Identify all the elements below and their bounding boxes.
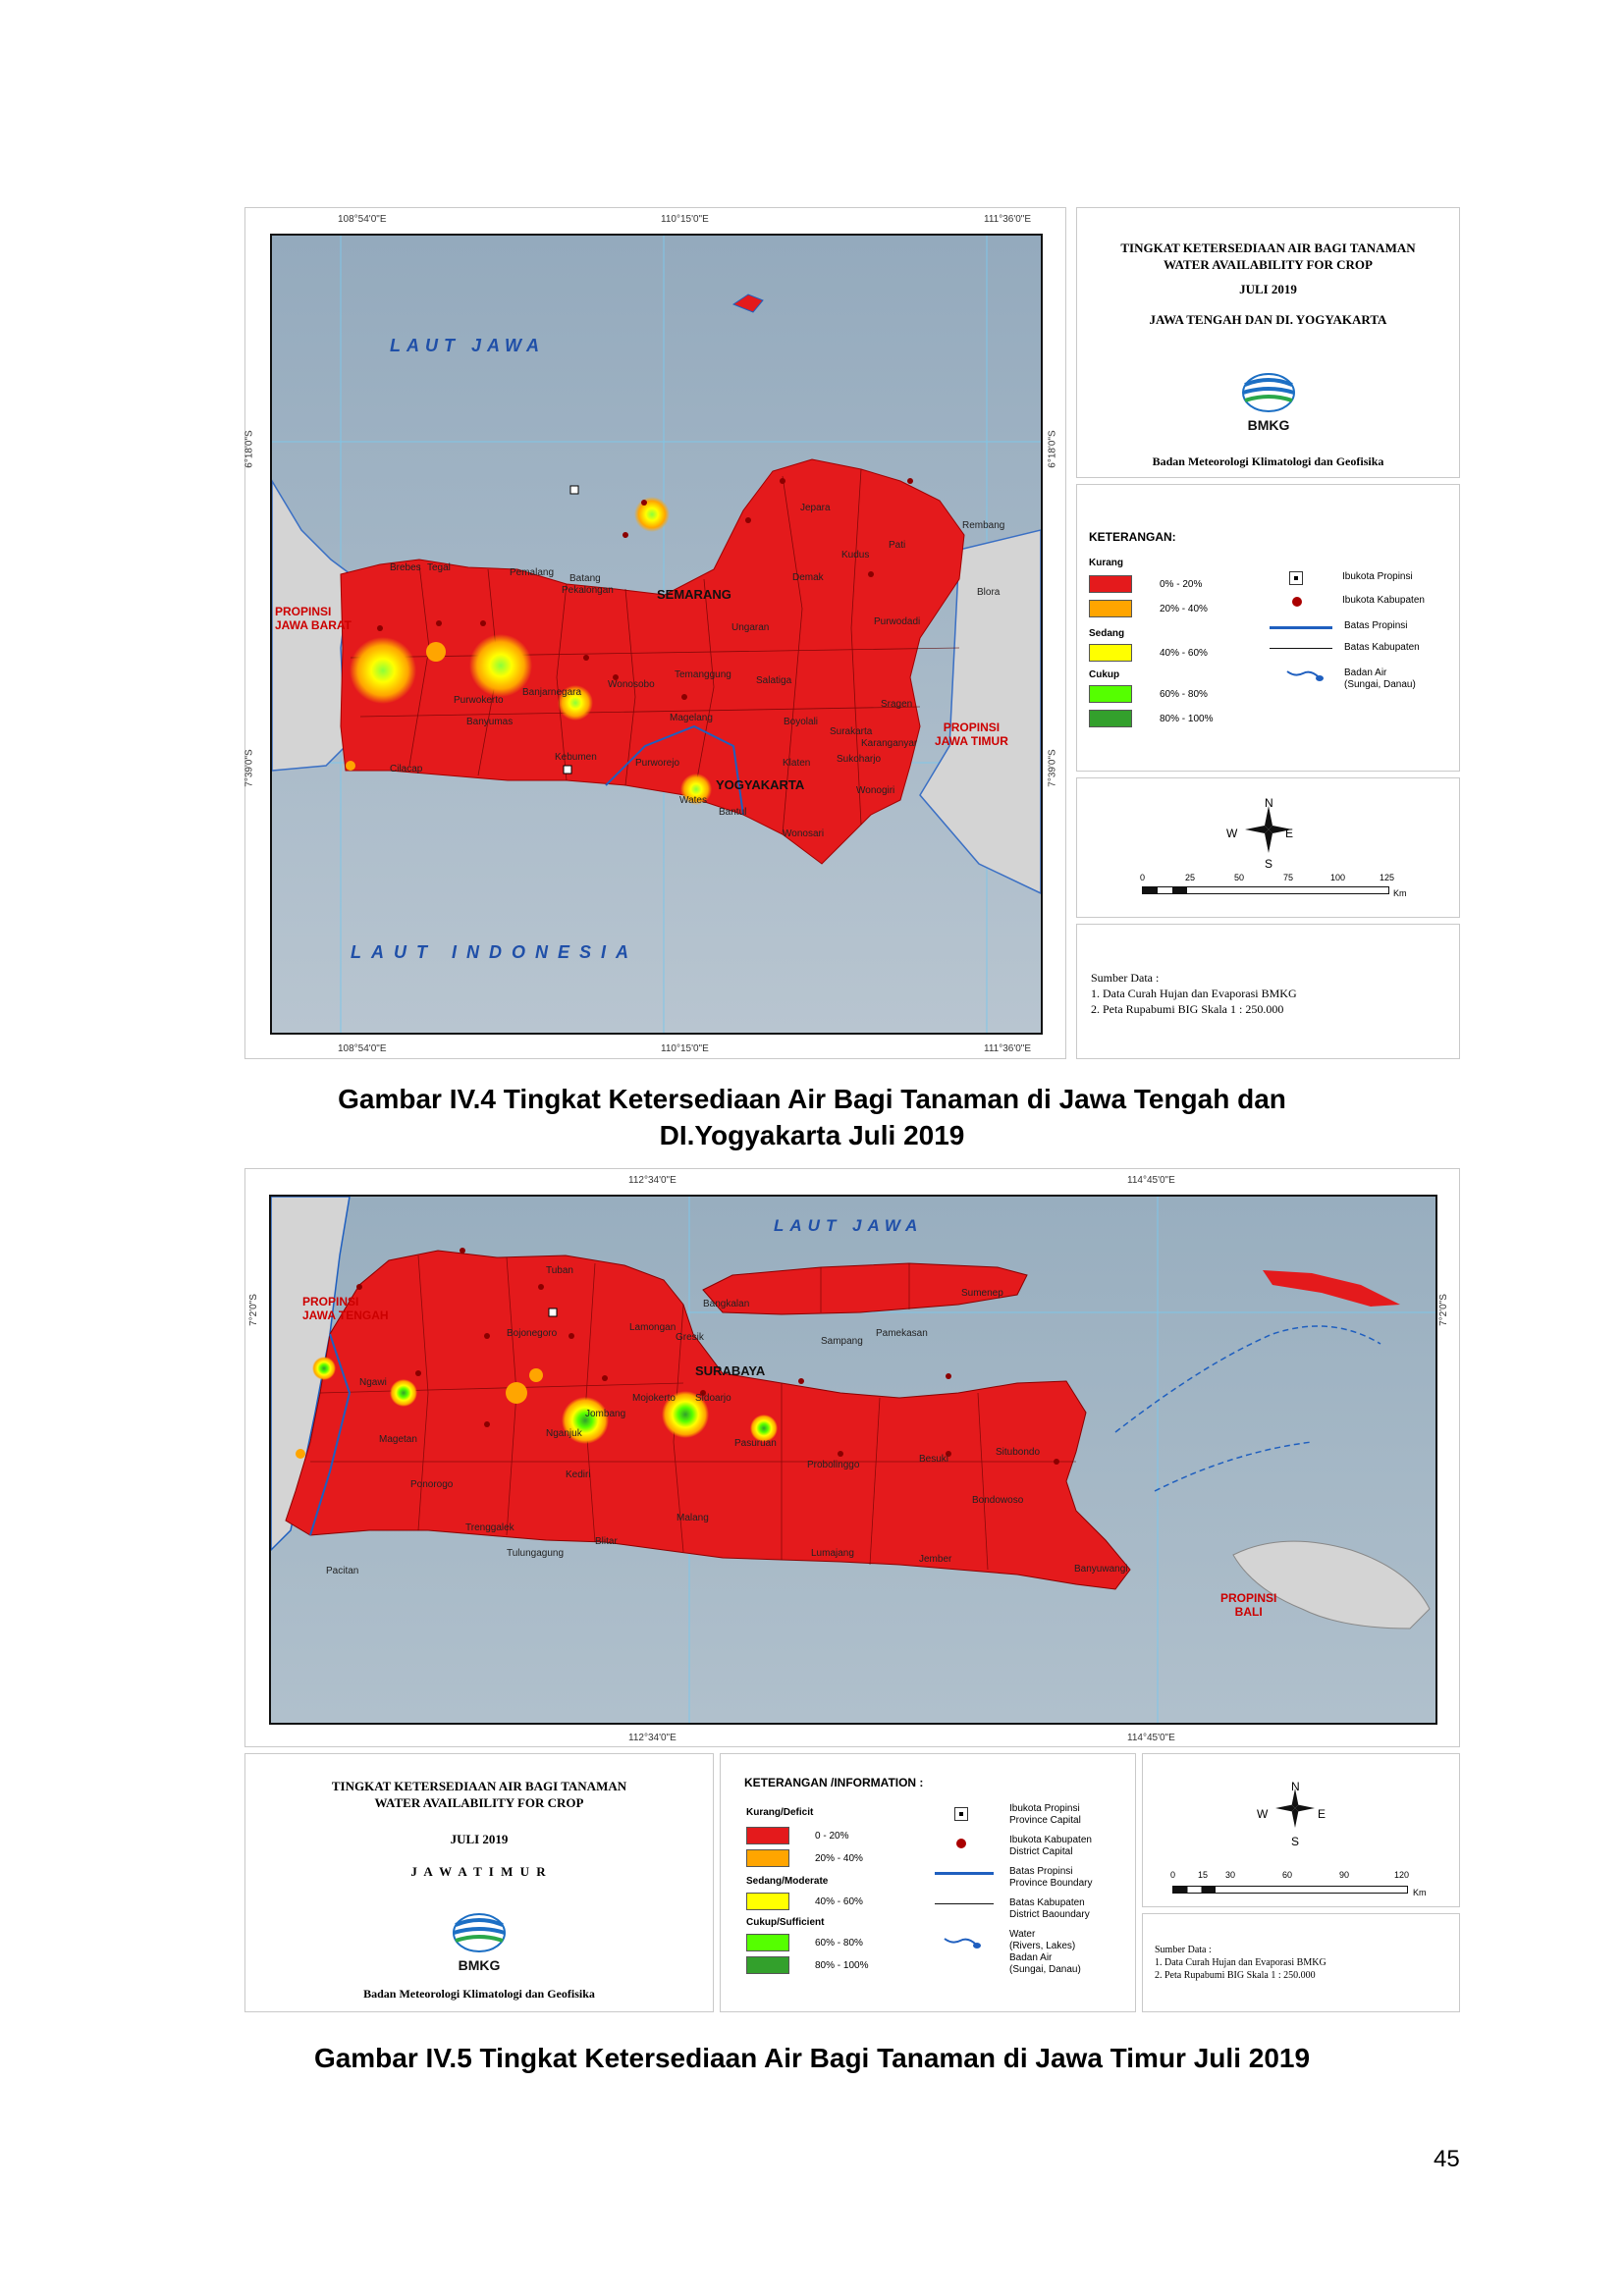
title-period: JULI 2019	[1239, 282, 1297, 296]
city-label: Pati	[889, 540, 906, 551]
coord-right-2: 7°39'0"S	[1047, 749, 1058, 787]
legend-swatch-0-20	[1089, 575, 1132, 593]
legend-label-60-80: 60% - 80%	[1160, 689, 1208, 700]
coord-right-1: 7°2'0"S	[1437, 1294, 1449, 1326]
legend-swatch-40-60	[1089, 644, 1132, 662]
province-label-east: PROPINSI JAWA TIMUR	[935, 721, 1008, 748]
city-label: Besuki	[919, 1454, 949, 1465]
city-label: Pamekasan	[876, 1328, 928, 1339]
city-label: Lumajang	[811, 1548, 854, 1559]
legend-swatch-20-40	[1089, 600, 1132, 617]
legend-cat-kurang: Kurang	[1089, 558, 1123, 568]
city-label: Purworejo	[635, 758, 680, 769]
figure1-legend-panel	[1076, 484, 1460, 772]
compass-s: S	[1291, 1835, 1300, 1848]
city-label: Nganjuk	[546, 1428, 582, 1439]
city-label: Rembang	[962, 520, 1005, 531]
scale-tick-4: 100	[1330, 873, 1346, 882]
legend-swatch-40-60	[746, 1893, 789, 1910]
figure1-compass-panel	[1076, 777, 1460, 918]
title-region: J A W A T I M U R	[410, 1864, 548, 1879]
scale-tick-2: 50	[1234, 873, 1245, 882]
figure1-source-panel	[1076, 924, 1460, 1059]
city-label: Pekalongan	[562, 585, 614, 596]
figure2-map	[269, 1195, 1437, 1725]
water-body-icon	[1285, 667, 1325, 683]
coord-top-1: 108°54'0"E	[338, 214, 387, 225]
legend-symbol-water-id: Badan Air	[1009, 1952, 1053, 1963]
scale-tick-4: 90	[1339, 1870, 1350, 1880]
legend-swatch-20-40	[746, 1849, 789, 1867]
scale-tick-0: 0	[1170, 1870, 1176, 1880]
city-label: Wonosari	[783, 828, 825, 839]
scale-tick-0: 0	[1140, 873, 1146, 882]
coord-left-1: 6°18'0"S	[244, 430, 255, 468]
figure1-map	[270, 234, 1043, 1035]
coord-bottom-1: 112°34'0"E	[628, 1733, 677, 1743]
city-label: Ngawi	[359, 1377, 387, 1388]
legend-symbol-province-capital-en: Province Capital	[1009, 1815, 1081, 1826]
title-line-2: WATER AVAILABILITY FOR CROP	[374, 1795, 584, 1810]
compass-n: N	[1265, 796, 1273, 810]
legend-heading: KETERANGAN /INFORMATION :	[744, 1776, 924, 1789]
legend-cat-cukup: Cukup	[1089, 669, 1120, 680]
legend-label-0-20: 0% - 20%	[1160, 579, 1203, 590]
water-body-icon	[943, 1935, 982, 1950]
coord-top-2: 110°15'0"E	[661, 214, 709, 225]
source-line-2: 2. Peta Rupabumi BIG Skala 1 : 250.000	[1091, 1002, 1284, 1016]
sea-label-north: LAUT JAWA	[390, 336, 546, 355]
figure2-legend-panel	[720, 1753, 1136, 2012]
figure2-title-panel	[244, 1753, 714, 2012]
compass-e: E	[1318, 1807, 1326, 1821]
legend-symbol-water: Water	[1009, 1929, 1036, 1940]
city-label: Bojonegoro	[507, 1328, 558, 1339]
compass-w: W	[1257, 1807, 1269, 1821]
city-label: Kebumen	[555, 752, 597, 763]
coord-bottom-2: 110°15'0"E	[661, 1043, 709, 1054]
city-label: Probolinggo	[807, 1460, 860, 1470]
title-line-1: TINGKAT KETERSEDIAAN AIR BAGI TANAMAN	[1120, 240, 1416, 255]
city-label: Ponorogo	[410, 1479, 454, 1490]
city-label: Pemalang	[510, 567, 555, 578]
city-label: Jepara	[800, 503, 831, 513]
compass-s: S	[1265, 857, 1273, 871]
legend-label-80-100: 80% - 100%	[815, 1960, 869, 1971]
city-label: Ungaran	[731, 622, 770, 633]
city-label: Purwokerto	[454, 695, 504, 706]
city-label: Salatiga	[756, 675, 792, 686]
coord-left-2: 7°39'0"S	[244, 749, 255, 787]
figure2-compass-panel	[1142, 1753, 1460, 1907]
legend-swatch-0-20	[746, 1827, 789, 1844]
city-label: Banyumas	[466, 717, 514, 727]
legend-label-20-40: 20% - 40%	[1160, 604, 1208, 614]
coord-right-1: 6°18'0"S	[1047, 430, 1058, 468]
city-label: Boyolali	[784, 717, 819, 727]
province-label-bali: PROPINSI BALI	[1220, 1591, 1277, 1619]
figure1-title-panel	[1076, 207, 1460, 478]
city-label: Blora	[977, 587, 1001, 598]
legend-symbol-province-boundary-en: Province Boundary	[1009, 1878, 1093, 1889]
bmkg-logo-text: BMKG	[1247, 417, 1290, 433]
district-boundary-symbol	[1270, 648, 1332, 649]
city-label: Jember	[919, 1554, 952, 1565]
city-label: Magetan	[379, 1434, 417, 1445]
source-line-1: 1. Data Curah Hujan dan Evaporasi BMKG	[1155, 1957, 1326, 1968]
legend-label-60-80: 60% - 80%	[815, 1938, 863, 1949]
city-label: Sampang	[821, 1336, 863, 1347]
legend-cat-cukup: Cukup/Sufficient	[746, 1917, 825, 1928]
scale-tick-1: 25	[1185, 873, 1196, 882]
title-line-2: WATER AVAILABILITY FOR CROP	[1164, 257, 1373, 272]
source-heading: Sumber Data :	[1091, 971, 1160, 985]
scale-unit: Km	[1393, 888, 1407, 898]
city-label: Tulungagung	[507, 1548, 565, 1559]
city-label: Jombang	[585, 1409, 626, 1419]
legend-label-80-100: 80% - 100%	[1160, 714, 1214, 724]
compass-n: N	[1291, 1780, 1300, 1793]
scale-tick-2: 30	[1225, 1870, 1236, 1880]
city-label: Wonogiri	[856, 785, 895, 796]
city-label: Mojokerto	[632, 1393, 676, 1404]
capital-label-surabaya: SURABAYA	[695, 1363, 766, 1378]
city-label: Sidoarjo	[695, 1393, 731, 1404]
district-boundary-symbol	[935, 1903, 994, 1904]
city-label: Banyuwangi	[1074, 1564, 1128, 1575]
figure1-caption-line-2: DI.Yogyakarta Juli 2019	[659, 1120, 965, 1150]
legend-swatch-80-100	[1089, 710, 1132, 727]
province-label-west: PROPINSI JAWA TENGAH	[302, 1295, 389, 1322]
scale-tick-3: 75	[1283, 873, 1294, 882]
scale-tick-3: 60	[1282, 1870, 1293, 1880]
city-label: Kudus	[841, 550, 870, 561]
coord-left-1: 7°2'0"S	[247, 1294, 259, 1326]
city-label: Situbondo	[996, 1447, 1041, 1458]
legend-symbol-district-boundary-en: District Baoundary	[1009, 1909, 1090, 1920]
city-label: Magelang	[670, 713, 713, 723]
city-label: Tegal	[427, 562, 451, 573]
city-label: Bangkalan	[703, 1299, 750, 1309]
legend-symbol-water-body: Badan Air	[1344, 667, 1387, 678]
city-label: Temanggung	[675, 669, 731, 680]
agency-name: Badan Meteorologi Klimatologi dan Geofisika	[1152, 454, 1384, 468]
city-label: Banjarnegara	[522, 687, 582, 698]
city-label: Trenggalek	[465, 1522, 514, 1533]
page-number: 45	[1434, 2146, 1460, 2172]
scale-tick-5: 120	[1394, 1870, 1410, 1880]
city-label: Sragen	[881, 699, 913, 710]
legend-label-40-60: 40% - 60%	[1160, 648, 1208, 659]
legend-symbol-district-capital-en: District Capital	[1009, 1846, 1073, 1857]
capital-label-semarang: SEMARANG	[657, 587, 731, 602]
source-heading: Sumber Data :	[1155, 1945, 1212, 1955]
city-label: Pacitan	[326, 1566, 359, 1576]
legend-cat-sedang: Sedang/Moderate	[746, 1876, 829, 1887]
figure2-caption: Gambar IV.5 Tingkat Ketersediaan Air Bagi Tanaman di Jawa Timur Juli 2019	[313, 2043, 1311, 2073]
figure1-caption-line-1: Gambar IV.4 Tingkat Ketersediaan Air Bagi Tanaman di Jawa Tengah dan	[338, 1084, 1286, 1114]
legend-label-0-20: 0 - 20%	[815, 1831, 849, 1842]
legend-symbol-province-boundary: Batas Propinsi	[1009, 1866, 1073, 1877]
source-line-2: 2. Peta Rupabumi BIG Skala 1 : 250.000	[1155, 1970, 1316, 1981]
district-capital-symbol	[1292, 597, 1302, 607]
legend-label-40-60: 40% - 60%	[815, 1896, 863, 1907]
coord-bottom-1: 108°54'0"E	[338, 1043, 387, 1054]
city-label: Sukoharjo	[837, 754, 882, 765]
legend-swatch-60-80	[746, 1934, 789, 1951]
central-java-map-graphic	[272, 236, 1041, 1033]
legend-swatch-60-80	[1089, 685, 1132, 703]
legend-swatch-80-100	[746, 1956, 789, 1974]
city-label: Malang	[677, 1513, 709, 1523]
title-region: JAWA TENGAH DAN DI. YOGYAKARTA	[1149, 312, 1387, 327]
legend-cat-kurang: Kurang/Deficit	[746, 1807, 814, 1818]
city-label: Purwodadi	[874, 616, 921, 627]
city-label: Gresik	[676, 1332, 704, 1343]
legend-cat-sedang: Sedang	[1089, 628, 1125, 639]
sea-label-south: LAUT INDONESIA	[351, 942, 638, 962]
legend-symbol-water-body-sub: (Sungai, Danau)	[1344, 679, 1416, 690]
city-label: Brebes	[390, 562, 421, 573]
city-label: Blitar	[595, 1536, 618, 1547]
city-label: Wonosobo	[608, 679, 655, 690]
province-boundary-symbol	[935, 1872, 994, 1875]
legend-symbol-province-boundary: Batas Propinsi	[1344, 620, 1408, 631]
legend-symbol-district-capital: Ibukota Kabupaten	[1342, 595, 1425, 606]
city-label: Pasuruan	[734, 1438, 777, 1449]
city-label: Surakarta	[830, 726, 873, 737]
province-capital-symbol	[1289, 571, 1303, 585]
figure1-map-frame	[244, 207, 1066, 1059]
title-period: JULI 2019	[450, 1832, 509, 1846]
legend-symbol-water-en: (Rivers, Lakes)	[1009, 1941, 1076, 1951]
province-capital-symbol	[954, 1807, 968, 1821]
coord-bottom-3: 111°36'0"E	[984, 1043, 1032, 1054]
city-label: Lamongan	[629, 1322, 677, 1333]
legend-label-20-40: 20% - 40%	[815, 1853, 863, 1864]
legend-symbol-province-capital: Ibukota Propinsi	[1342, 571, 1413, 582]
scale-tick-5: 125	[1380, 873, 1395, 882]
city-label: Sumenep	[961, 1288, 1003, 1299]
figure2-map-frame	[244, 1168, 1460, 1747]
legend-symbol-district-capital: Ibukota Kabupaten	[1009, 1835, 1092, 1845]
sea-label-north: LAUT JAWA	[774, 1216, 924, 1235]
city-label: Wates	[679, 795, 707, 806]
scale-bar	[1172, 1886, 1408, 1894]
city-label: Demak	[792, 572, 824, 583]
province-label-west: PROPINSI JAWA BARAT	[275, 605, 352, 632]
source-line-1: 1. Data Curah Hujan dan Evaporasi BMKG	[1091, 987, 1297, 1000]
compass-e: E	[1285, 827, 1294, 840]
city-label: Kediri	[566, 1469, 591, 1480]
coord-top-1: 112°34'0"E	[628, 1175, 677, 1186]
compass-w: W	[1226, 827, 1238, 840]
bmkg-logo	[1237, 373, 1300, 436]
scale-unit: Km	[1413, 1888, 1427, 1897]
district-capital-symbol	[956, 1839, 966, 1848]
scale-bar	[1142, 886, 1389, 894]
city-label: Klaten	[783, 758, 811, 769]
figure2-source-panel	[1142, 1913, 1460, 2012]
bmkg-logo-text: BMKG	[458, 1957, 501, 1973]
capital-label-yogyakarta: YOGYAKARTA	[716, 777, 805, 792]
city-label: Karanganyar	[861, 738, 918, 749]
agency-name: Badan Meteorologi Klimatologi dan Geofisika	[363, 1987, 595, 2001]
legend-symbol-district-boundary: Batas Kabupaten	[1344, 642, 1420, 653]
scale-tick-1: 15	[1198, 1870, 1209, 1880]
city-label: Bondowoso	[972, 1495, 1024, 1506]
legend-symbol-water-id-sub: (Sungai, Danau)	[1009, 1964, 1081, 1975]
coord-top-2: 114°45'0"E	[1127, 1175, 1175, 1186]
bmkg-logo	[448, 1913, 511, 1976]
coord-bottom-2: 114°45'0"E	[1127, 1733, 1175, 1743]
legend-heading: KETERANGAN:	[1089, 530, 1176, 544]
city-label: Cilacap	[390, 764, 423, 774]
coord-top-3: 111°36'0"E	[984, 214, 1032, 225]
title-line-1: TINGKAT KETERSEDIAAN AIR BAGI TANAMAN	[331, 1779, 627, 1793]
city-label: Tuban	[546, 1265, 573, 1276]
city-label: Bantul	[719, 807, 747, 818]
legend-symbol-province-capital: Ibukota Propinsi	[1009, 1803, 1080, 1814]
province-boundary-symbol	[1270, 626, 1332, 629]
city-label: Batang	[569, 573, 601, 584]
legend-symbol-district-boundary: Batas Kabupaten	[1009, 1897, 1085, 1908]
